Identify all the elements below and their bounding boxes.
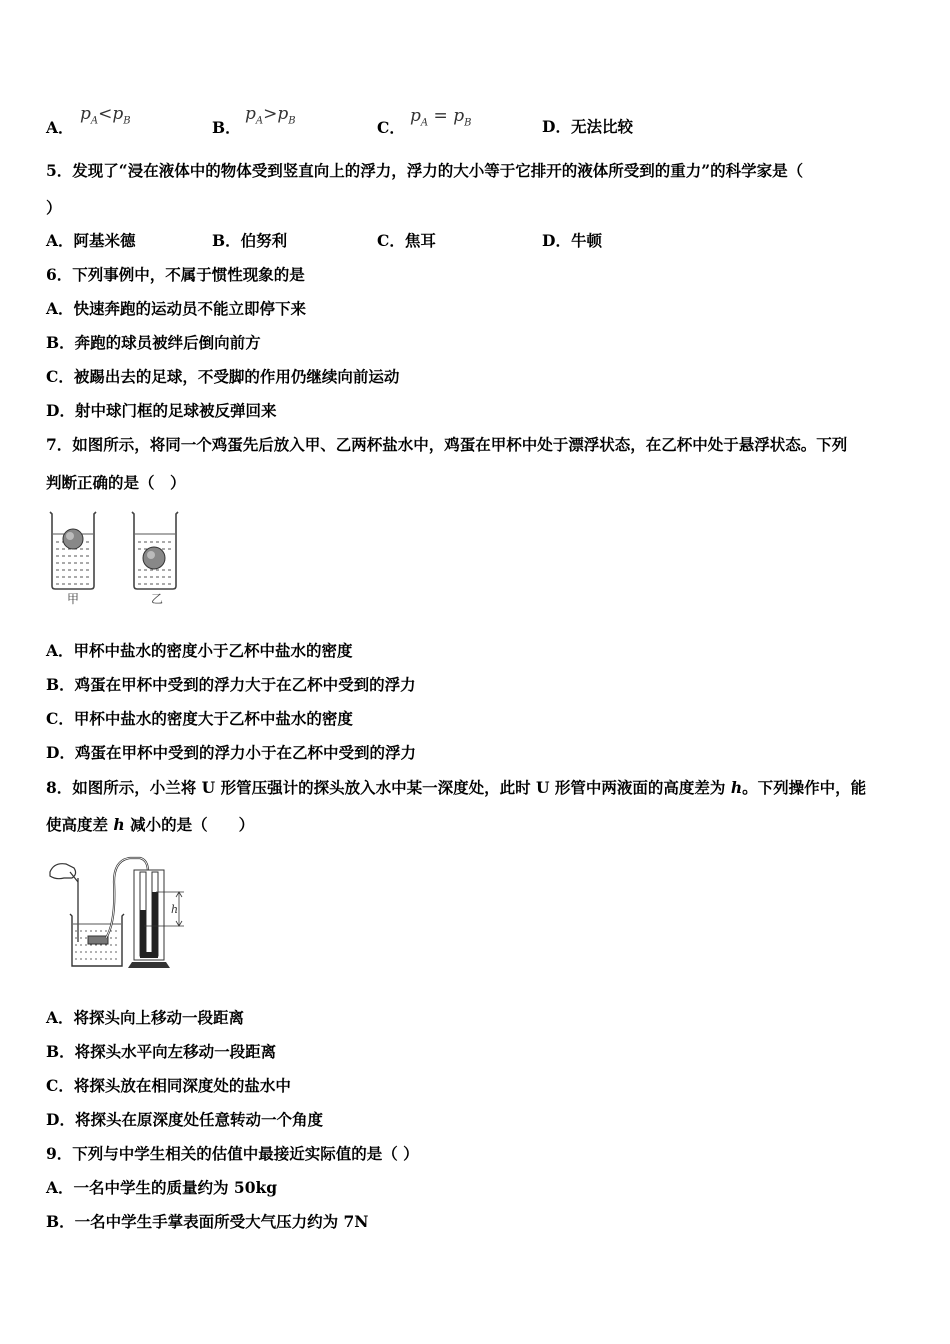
beaker-jia: [50, 512, 96, 589]
q5-option-b: B．伯努利: [212, 231, 288, 250]
q8-option-d: D．将探头在原深度处任意转动一个角度: [46, 1110, 323, 1129]
q6-stem: 6．下列事例中，不属于惯性现象的是: [46, 265, 305, 284]
egg-suspended: [143, 547, 165, 569]
q4-option-a-formula: $p_A<p_B$: [80, 104, 131, 127]
q9-option-a: A．一名中学生的质量约为 50kg: [46, 1178, 278, 1197]
q4-option-b: B．: [212, 118, 241, 137]
u-tube: [128, 870, 170, 968]
q4-option-b-formula: $p_A>p_B$: [245, 104, 296, 127]
q7-stem-line1: 7．如图所示，将同一个鸡蛋先后放入甲、乙两杯盐水中，鸡蛋在甲杯中处于漂浮状态，在乙杯中处于悬浮状态。下列: [46, 435, 848, 454]
probe: [88, 936, 108, 944]
q7-figure-beakers: [44, 508, 194, 608]
q8-stem-line1: 8．如图所示，小兰将 U 形管压强计的探头放入水中某一深度处，此时 U 形管中两液面的高度差为 h。下列操作中，能: [46, 778, 867, 797]
q4-option-c: C．: [377, 118, 405, 137]
q9-option-b: B．一名中学生手掌表面所受大气压力约为 7N: [46, 1212, 369, 1231]
label-h: h: [171, 903, 179, 916]
q5-option-d: D．牛顿: [542, 231, 602, 250]
q6-option-a: A．快速奔跑的运动员不能立即停下来: [46, 299, 307, 318]
q5-stem-line1: 5．发现了“浸在液体中的物体受到竖直向上的浮力，浮力的大小等于它排开的液体所受到的重力”的科学家是（: [46, 161, 804, 180]
q4-options: [0, 104, 950, 137]
hand: [50, 864, 76, 879]
q8-option-b: B．将探头水平向左移动一段距离: [46, 1042, 277, 1061]
q5-stem-line2: ）: [46, 198, 62, 217]
label-yi: 乙: [151, 592, 164, 606]
q8-figure-pressure-gauge: [44, 852, 194, 977]
q7-option-b: B．鸡蛋在甲杯中受到的浮力大于在乙杯中受到的浮力: [46, 675, 416, 694]
beaker-yi: [132, 512, 178, 589]
q9-stem: 9．下列与中学生相关的估值中最接近实际值的是（ ）: [46, 1144, 419, 1163]
q8-stem-line2: 使高度差 h 减小的是（ ）: [46, 815, 255, 834]
egg-floating: [63, 529, 83, 549]
q7-stem-line2: 判断正确的是（ ）: [46, 473, 186, 492]
q8-option-a: A．将探头向上移动一段距离: [46, 1008, 245, 1027]
q7-option-c: C．甲杯中盐水的密度大于乙杯中盐水的密度: [46, 709, 353, 728]
q5-option-c: C．焦耳: [377, 231, 436, 250]
q7-option-a: A．甲杯中盐水的密度小于乙杯中盐水的密度: [46, 641, 353, 660]
q4-option-a: A．: [46, 118, 74, 137]
q5-option-a: A．阿基米德: [46, 231, 136, 250]
q6-option-d: D．射中球门框的足球被反弹回来: [46, 401, 277, 420]
q7-option-d: D．鸡蛋在甲杯中受到的浮力小于在乙杯中受到的浮力: [46, 743, 416, 762]
q4-option-d: D．无法比较: [542, 117, 633, 136]
q6-option-c: C．被踢出去的足球，不受脚的作用仍继续向前运动: [46, 367, 400, 386]
label-jia: 甲: [67, 592, 80, 606]
q8-option-c: C．将探头放在相同深度处的盐水中: [46, 1076, 291, 1095]
q4-option-c-formula: $p_A = p_B$: [410, 106, 472, 129]
q6-option-b: B．奔跑的球员被绊后倒向前方: [46, 333, 261, 352]
